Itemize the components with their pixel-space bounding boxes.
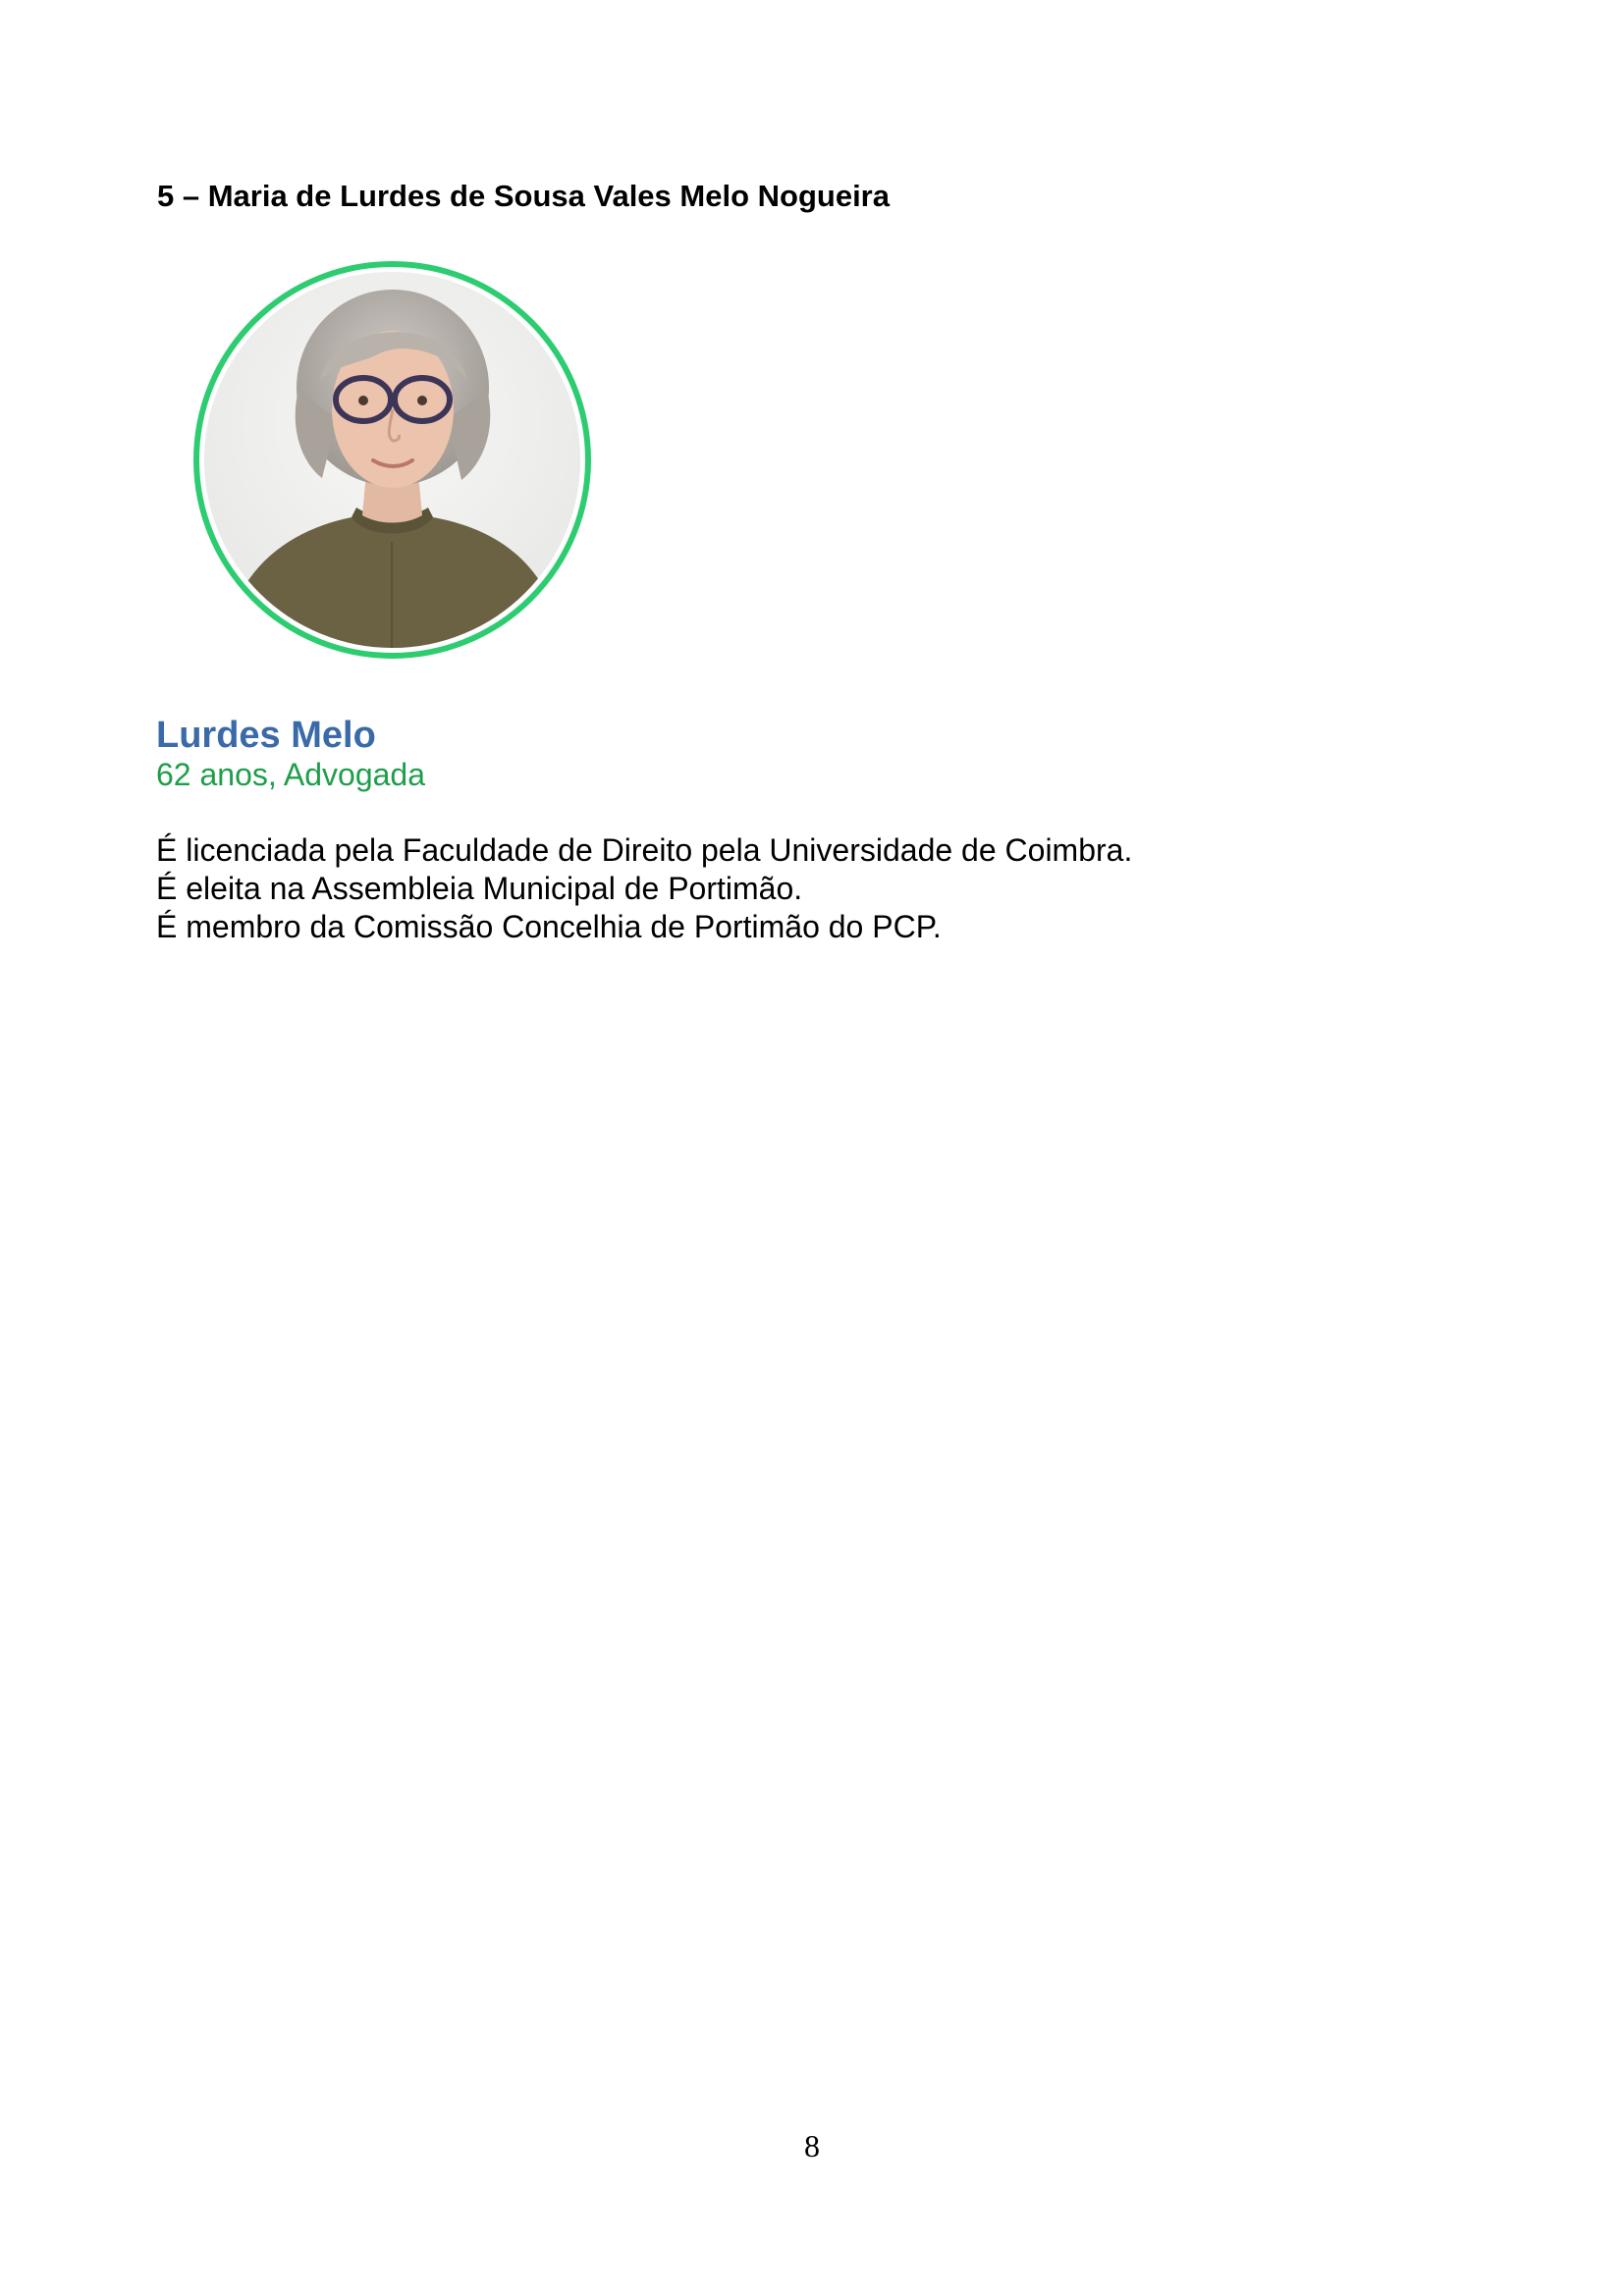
bio-line: É membro da Comissão Concelhia de Portimão do PCP.: [156, 909, 942, 944]
photo-image: [204, 272, 580, 648]
candidate-age-profession: 62 anos, Advogada: [156, 757, 426, 792]
candidate-photo: [193, 261, 591, 659]
candidate-heading: 5 – Maria de Lurdes de Sousa Vales Melo Nogueira: [157, 179, 890, 213]
bio-line: É eleita na Assembleia Municipal de Portimão.: [156, 871, 803, 906]
bio-line: É licenciada pela Faculdade de Direito pela Universidade de Coimbra.: [156, 832, 1133, 868]
page-number: 8: [804, 2128, 820, 2163]
portrait-illustration: [204, 272, 580, 648]
candidate-name: Lurdes Melo: [156, 715, 376, 756]
candidate-bio: [156, 831, 1132, 946]
